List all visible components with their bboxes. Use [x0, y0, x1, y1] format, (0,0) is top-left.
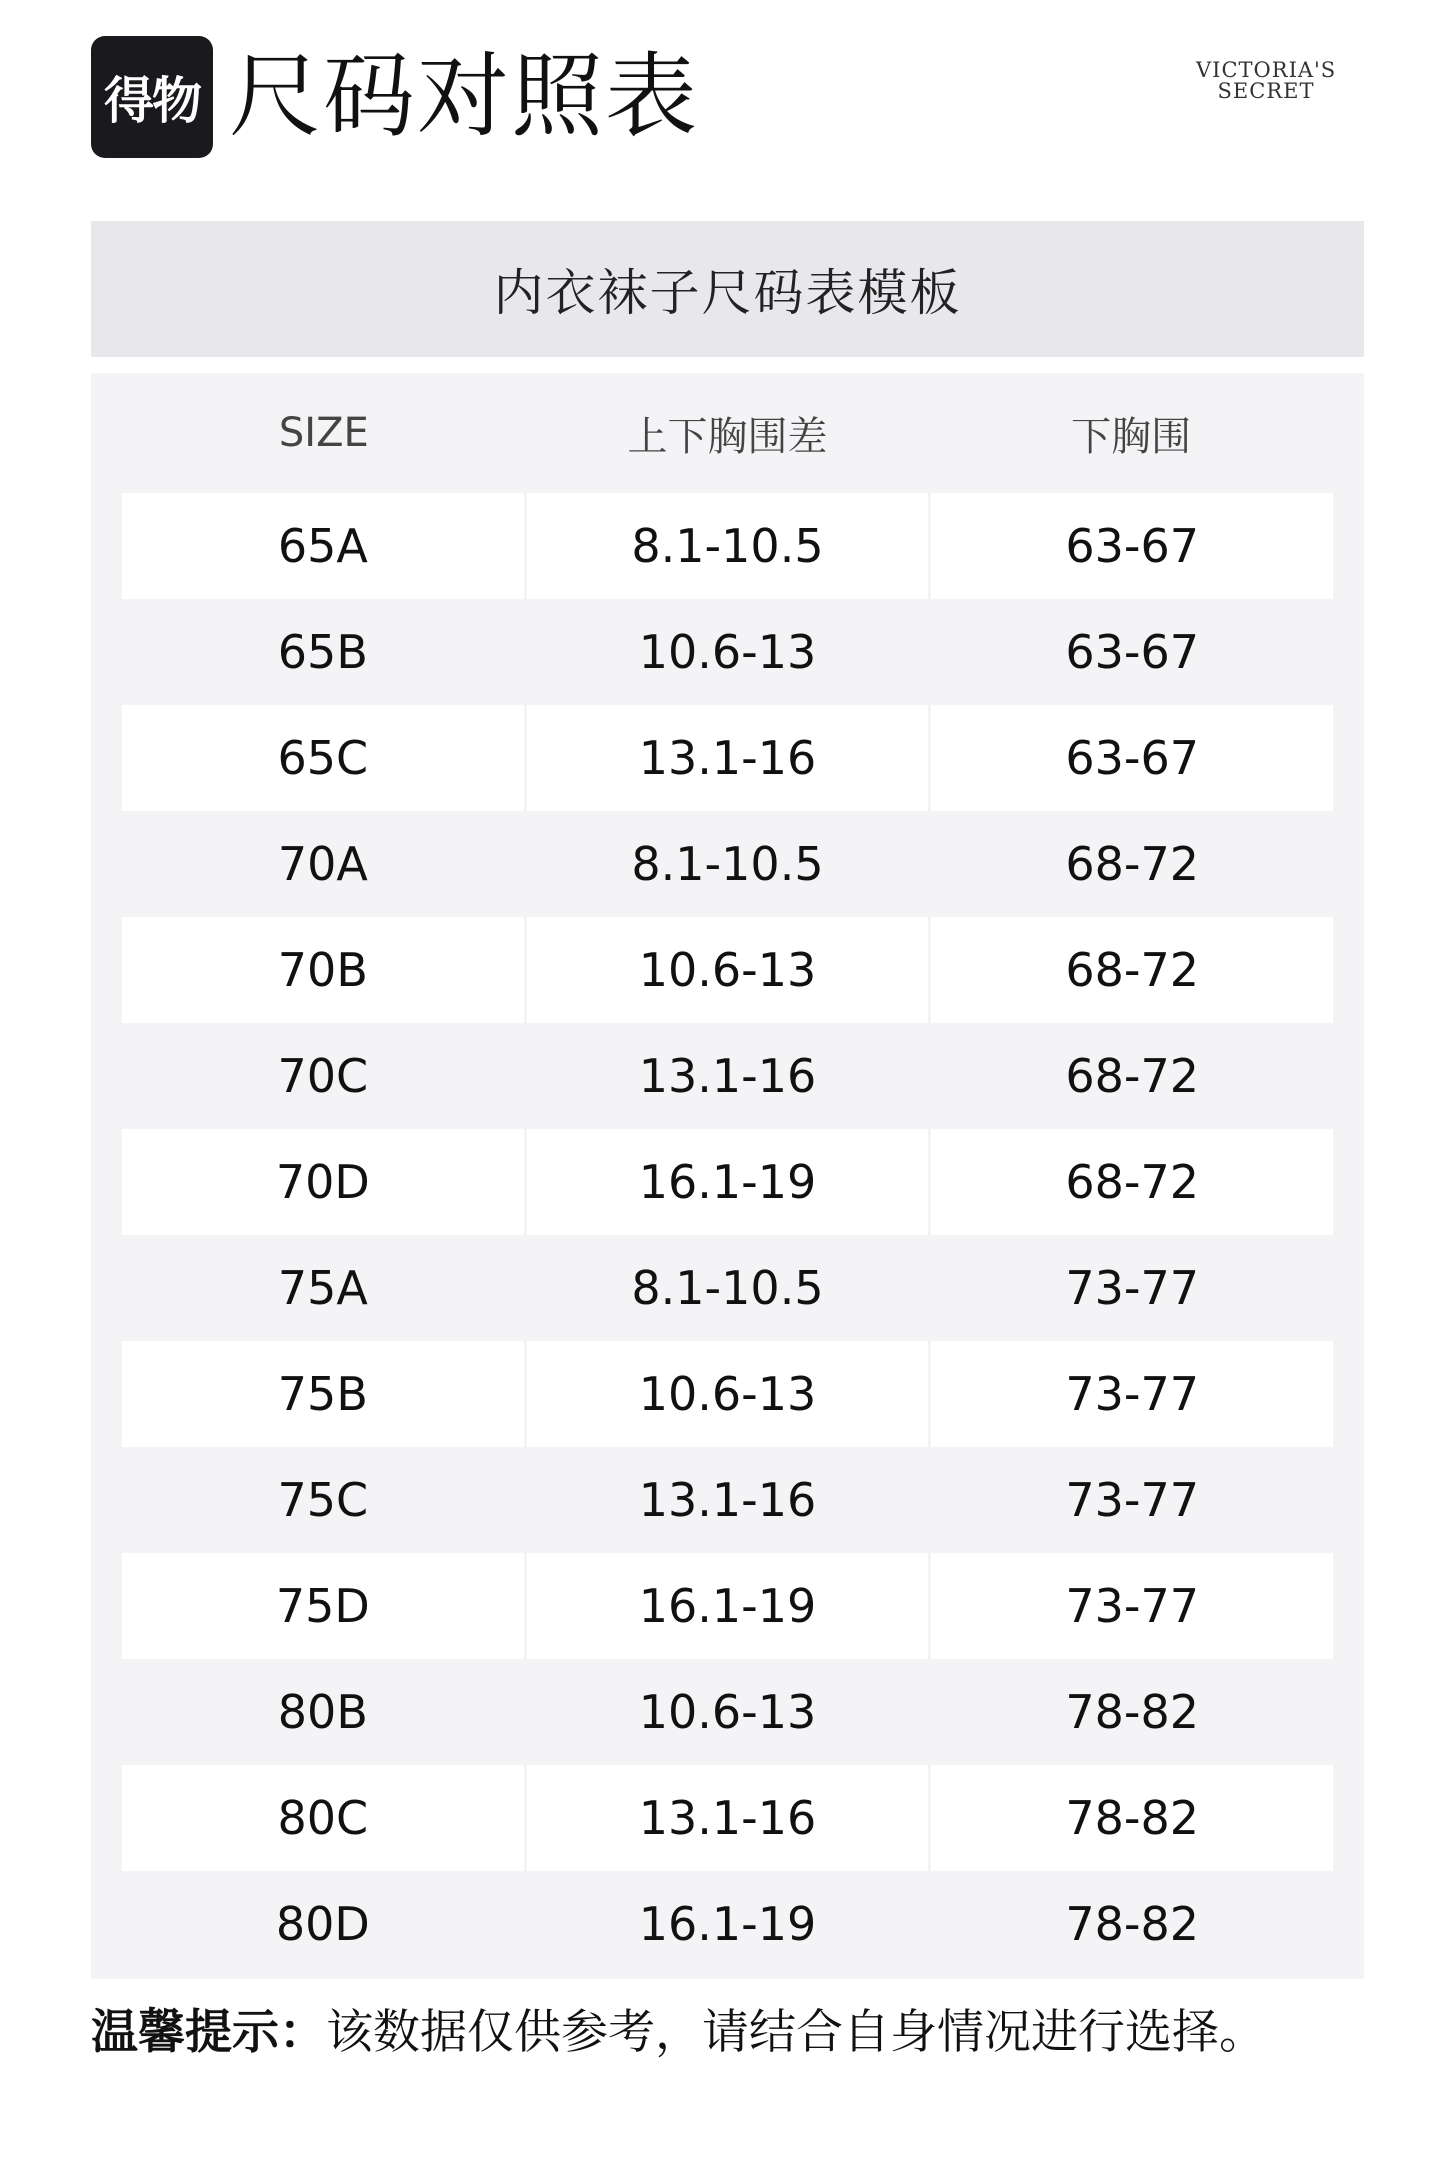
cell-bust-difference: 8.1-10.5	[527, 493, 929, 599]
cell-size: 75D	[122, 1553, 524, 1659]
cell-bust-difference: 16.1-19	[527, 1129, 929, 1235]
page-title: 尺码对照表	[229, 43, 700, 150]
cell-size: 70C	[277, 1049, 369, 1103]
cell-size: 70B	[122, 917, 524, 1023]
cell-size: 80B	[277, 1685, 368, 1739]
cell-size: 75A	[277, 1261, 368, 1315]
table-row	[122, 1447, 1333, 1553]
brand-logo-line-2: SECRET	[1217, 79, 1315, 103]
cell-underbust: 68-72	[1065, 837, 1200, 891]
cell-underbust: 68-72	[1065, 1049, 1200, 1103]
cell-size: 70D	[122, 1129, 524, 1235]
cell-underbust: 73-77	[931, 1341, 1333, 1447]
cell-bust-difference: 10.6-13	[527, 917, 929, 1023]
cell-size: 75B	[122, 1341, 524, 1447]
cell-underbust: 68-72	[931, 917, 1333, 1023]
cell-bust-difference: 10.6-13	[527, 1341, 929, 1447]
table-row	[122, 1765, 1333, 1871]
column-header-bust-difference: 上下胸围差	[627, 413, 828, 460]
cell-underbust: 63-67	[931, 705, 1333, 811]
cell-bust-difference: 8.1-10.5	[631, 1261, 824, 1315]
table-row	[122, 1129, 1333, 1235]
table-row	[122, 1553, 1333, 1659]
cell-underbust: 73-77	[1065, 1261, 1200, 1315]
cell-bust-difference: 16.1-19	[527, 1553, 929, 1659]
cell-underbust: 73-77	[931, 1553, 1333, 1659]
cell-bust-difference: 13.1-16	[638, 1473, 817, 1527]
cell-underbust: 68-72	[931, 1129, 1333, 1235]
cell-bust-difference: 13.1-16	[527, 705, 929, 811]
table-title: 内衣袜子尺码表模板	[91, 221, 1364, 357]
table-row	[122, 705, 1333, 811]
column-header-underbust: 下胸围	[1071, 413, 1192, 460]
cell-size: 65A	[122, 493, 524, 599]
size-table	[91, 221, 1364, 1979]
cell-size: 80C	[122, 1765, 524, 1871]
cell-underbust: 63-67	[1065, 625, 1200, 679]
footnote	[91, 1995, 1266, 2062]
app-logo: 得物	[91, 36, 213, 158]
cell-size: 75C	[277, 1473, 369, 1527]
cell-size: 65B	[277, 625, 368, 679]
cell-underbust: 73-77	[1065, 1473, 1200, 1527]
footnote-label: 温馨提示：	[91, 2005, 326, 2060]
table-row	[122, 811, 1333, 917]
table-row	[122, 917, 1333, 1023]
table-header-row	[122, 373, 1333, 493]
table-body	[91, 373, 1364, 1979]
cell-underbust: 63-67	[931, 493, 1333, 599]
cell-bust-difference: 8.1-10.5	[631, 837, 824, 891]
cell-bust-difference: 10.6-13	[638, 625, 817, 679]
brand-logo-line-1: VICTORIA'S	[1196, 58, 1337, 82]
table-row	[122, 1341, 1333, 1447]
table-row	[122, 1871, 1333, 1977]
cell-underbust: 78-82	[1065, 1897, 1200, 1951]
table-row	[122, 493, 1333, 599]
cell-bust-difference: 13.1-16	[638, 1049, 817, 1103]
cell-bust-difference: 13.1-16	[527, 1765, 929, 1871]
footnote-text: 该数据仅供参考，请结合自身情况进行选择。	[326, 2005, 1266, 2060]
table-row	[122, 1023, 1333, 1129]
brand-logo	[1196, 60, 1336, 102]
cell-underbust: 78-82	[931, 1765, 1333, 1871]
column-header-size: SIZE	[278, 410, 369, 456]
page-header	[91, 22, 699, 172]
cell-bust-difference: 10.6-13	[638, 1685, 817, 1739]
cell-size: 65C	[122, 705, 524, 811]
table-row	[122, 599, 1333, 705]
table-row	[122, 1659, 1333, 1765]
cell-bust-difference: 16.1-19	[638, 1897, 817, 1951]
table-row	[122, 1235, 1333, 1341]
cell-underbust: 78-82	[1065, 1685, 1200, 1739]
cell-size: 70A	[277, 837, 368, 891]
cell-size: 80D	[275, 1897, 370, 1951]
